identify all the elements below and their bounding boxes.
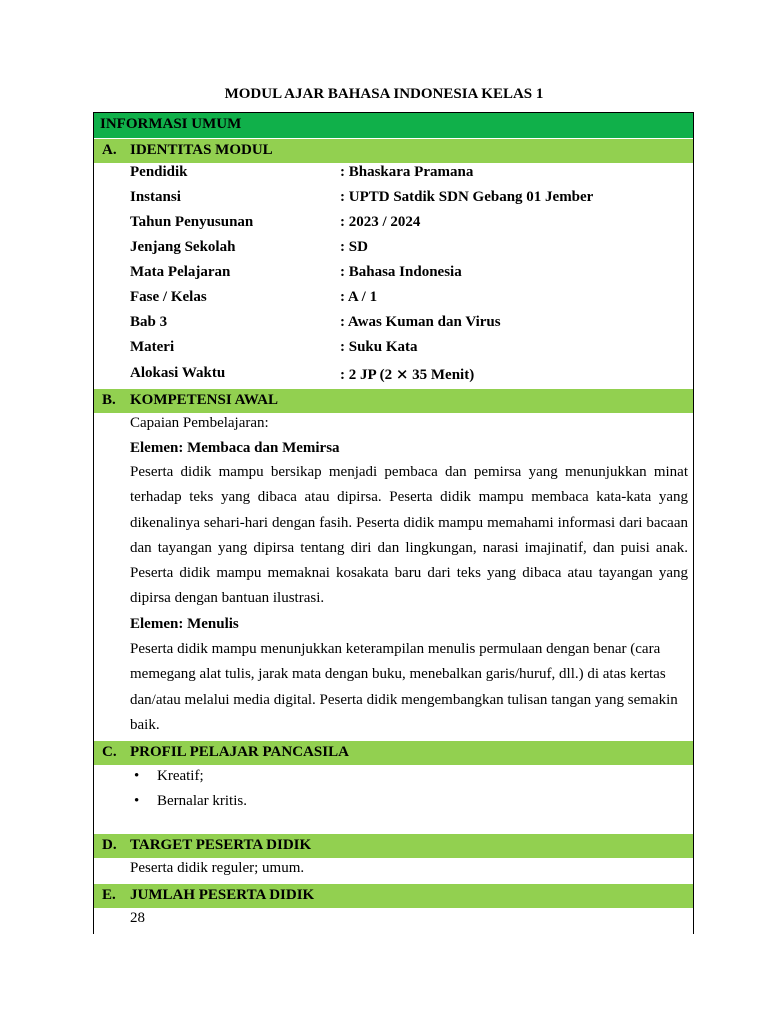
elemen-menulis-title: Elemen: Menulis [130, 616, 239, 632]
list-item-text: Bernalar kritis. [157, 793, 247, 809]
section-a-letter: A. [102, 142, 117, 158]
identity-label: Jenjang Sekolah [130, 239, 236, 255]
list-item-text: Kreatif; [157, 768, 204, 784]
document-title: MODUL AJAR BAHASA INDONESIA KELAS 1 [224, 86, 544, 102]
jumlah-text: 28 [130, 910, 145, 926]
module-table [93, 112, 694, 934]
identity-value: : UPTD Satdik SDN Gebang 01 Jember [340, 189, 594, 205]
identity-value: : Awas Kuman dan Virus [340, 314, 501, 330]
identity-value: : 2 JP (2 ⨯ 35 Menit) [340, 367, 475, 383]
section-c-bar [94, 741, 693, 765]
section-e-heading: JUMLAH PESERTA DIDIK [130, 887, 315, 903]
section-b-letter: B. [102, 392, 116, 408]
section-d-bar [94, 834, 693, 858]
identity-label: Bab 3 [130, 314, 168, 330]
capaian-label: Capaian Pembelajaran: [130, 415, 269, 431]
elemen-menulis-text: Peserta didik mampu menunjukkan keterampilan menulis permulaan dengan benar (cara memegang alat tulis, jarak mata dengan buku, menebalkan garis/huruf, dll.) di atas kertas dan/atau melalui media digital. Peserta didik mengembangkan tulisan tangan yang semakin baik. [130, 641, 678, 733]
identity-value: : Bahasa Indonesia [340, 264, 462, 280]
identity-value: : Suku Kata [340, 339, 418, 355]
elemen-membaca-text: Peserta didik mampu bersikap menjadi pembaca dan pemirsa yang menunjukkan minat terhadap teks yang dibaca atau dipirsa. Peserta didik mampu membaca kata-kata yang dikenalinya sehari-hari dengan fasih. Peserta didik mampu memahami informasi dari bacaan dan tayangan yang dipirsa tentang diri dan lingkungan, narasi imajinatif, dan puisi anak. Peserta didik mampu memaknai kosakata baru dari teks yang dibaca atau tayangan yang dipirsa dengan bantuan ilustrasi. [130, 464, 688, 607]
section-d-heading: TARGET PESERTA DIDIK [130, 837, 312, 853]
identity-label: Alokasi Waktu [130, 365, 226, 381]
section-b-heading: KOMPETENSI AWAL [130, 392, 278, 408]
identity-value: : 2023 / 2024 [340, 214, 421, 230]
identity-label: Materi [130, 339, 175, 355]
identity-value: : SD [340, 239, 368, 255]
section-c-heading: PROFIL PELAJAR PANCASILA [130, 744, 349, 760]
identity-value: : Bhaskara Pramana [340, 164, 474, 180]
identity-label: Mata Pelajaran [130, 264, 231, 280]
section-e-letter: E. [102, 887, 116, 903]
section-a-heading: IDENTITAS MODUL [130, 142, 273, 158]
section-c-letter: C. [102, 744, 117, 760]
identity-label: Tahun Penyusunan [130, 214, 254, 230]
target-text: Peserta didik reguler; umum. [130, 860, 305, 876]
bullet-icon: • [134, 768, 140, 784]
elemen-membaca-title: Elemen: Membaca dan Memirsa [130, 440, 340, 456]
bullet-icon: • [134, 793, 140, 809]
section-e-bar [94, 884, 693, 908]
identity-label: Pendidik [130, 164, 188, 180]
informasi-umum-label: INFORMASI UMUM [100, 116, 242, 132]
section-b-bar [94, 389, 693, 413]
identity-label: Instansi [130, 189, 181, 205]
identity-label: Fase / Kelas [130, 289, 207, 305]
section-a-bar [94, 139, 693, 163]
section-d-letter: D. [102, 837, 117, 853]
identity-value: : A / 1 [340, 289, 378, 305]
informasi-umum-bar [94, 113, 693, 138]
